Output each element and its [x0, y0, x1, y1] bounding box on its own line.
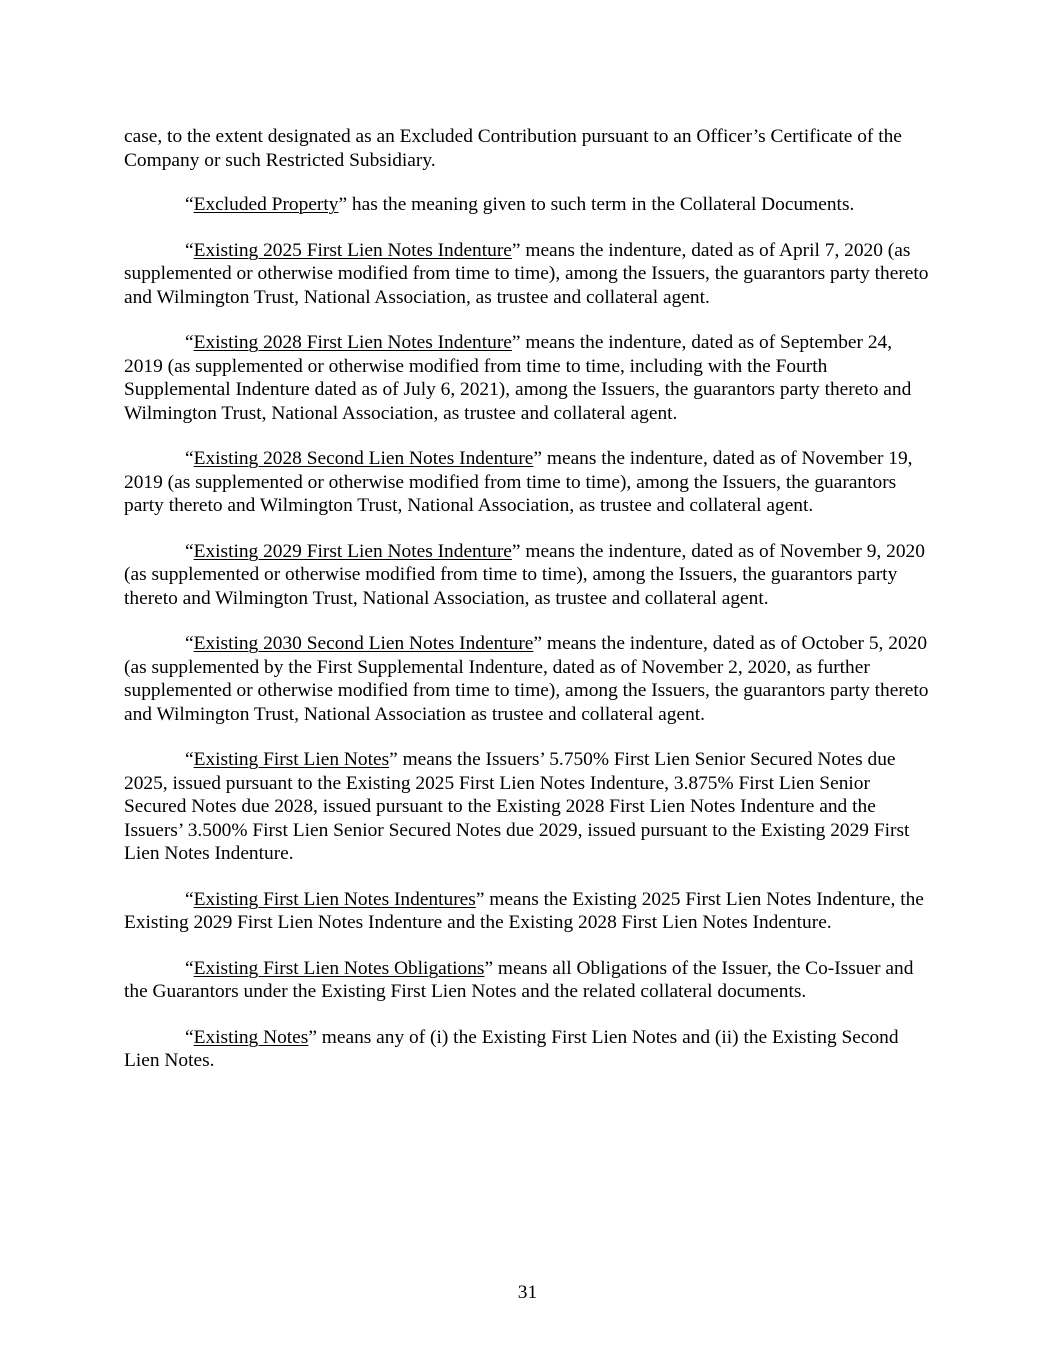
close-quote: ”: [511, 540, 521, 562]
open-quote: “: [185, 633, 194, 654]
close-quote: ”: [475, 888, 485, 910]
close-quote: ”: [533, 448, 543, 469]
defined-term: Existing First Lien Notes Obligations: [193, 957, 485, 979]
definition-text: means the indenture, dated as of November 9, 2020 (as supplemented or otherwise modified from time to time), among the Issuers, the guarantors party thereto and Wilmington Trust, National Association, as trustee and collateral agent.: [124, 540, 925, 609]
definition-text: means the Existing 2025 First Lien Notes Indenture, the Existing 2029 First Lien Notes Indenture and the Existing 2028 First Lien Notes Indenture.: [124, 888, 924, 933]
definition-existing-2029-first-lien-notes-indenture: [124, 540, 930, 611]
definition-excluded-property: [124, 193, 930, 217]
definition-text: means all Obligations of the Issuer, the Co-Issuer and the Guarantors under the Existing First Lien Notes and the related collateral documents.: [124, 957, 914, 1002]
close-quote: ”: [533, 633, 543, 654]
defined-term: Existing 2025 First Lien Notes Indenture: [193, 239, 512, 261]
continuation-paragraph: [124, 125, 930, 172]
defined-term: Existing First Lien Notes: [193, 749, 390, 770]
definition-existing-2028-first-lien-notes-indenture: [124, 331, 930, 425]
open-quote: “: [185, 957, 194, 979]
close-quote: ”: [389, 749, 398, 770]
definition-existing-2025-first-lien-notes-indenture: [124, 239, 930, 310]
open-quote: “: [185, 540, 194, 562]
open-quote: “: [185, 749, 194, 770]
paragraph-text: case, to the extent designated as an Excluded Contribution pursuant to an Officer’s Certificate of the Company or such Restricted Subsidiary.: [124, 126, 902, 171]
definition-text: means the indenture, dated as of September 24, 2019 (as supplemented or otherwise modified from time to time, including with the Fourth Supplemental Indenture dated as of July 6, 2021), among the Issuers, the guarantors party thereto and Wilmington Trust, National Association, as trustee and collateral agent.: [124, 332, 912, 424]
definition-text: has the meaning given to such term in the Collateral Documents.: [347, 194, 855, 215]
definition-text: means the indenture, dated as of October 5, 2020 (as supplemented by the First Supplemental Indenture, dated as of November 2, 2020, as further supplemented or otherwise modified from time to time), among the Issuers, the guarantors party thereto and Wilmington Trust, National Association as trustee and collateral agent.: [124, 633, 929, 725]
open-quote: “: [185, 1026, 194, 1048]
definition-existing-first-lien-notes: [124, 748, 930, 866]
open-quote: “: [185, 194, 194, 215]
definition-text: means the indenture, dated as of November 19, 2019 (as supplemented or otherwise modified from time to time), among the Issuers, the guarantors party thereto and Wilmington Trust, National Association, as trustee and collateral agent.: [124, 448, 913, 516]
definition-text: means any of (i) the Existing First Lien Notes and (ii) the Existing Second Lien Notes.: [124, 1026, 899, 1071]
defined-term: Existing Notes: [193, 1026, 309, 1048]
definition-existing-2030-second-lien-notes-indenture: [124, 632, 930, 726]
defined-term: Existing 2030 Second Lien Notes Indenture: [193, 633, 534, 654]
definition-existing-notes: [124, 1026, 930, 1073]
open-quote: “: [185, 448, 194, 469]
close-quote: ”: [511, 332, 521, 353]
defined-term: Existing First Lien Notes Indentures: [193, 888, 476, 910]
close-quote: ”: [484, 957, 494, 979]
definition-text: means the Issuers’ 5.750% First Lien Senior Secured Notes due 2025, issued pursuant to the Existing 2025 First Lien Notes Indenture, 3.875% First Lien Senior Secured Notes due 2028, issued pursuant to the Existing 2028 First Lien Notes Indenture and the Issuers’ 3.500% First Lien Senior Secured Notes due 2029, issued pursuant to the Existing 2029 First Lien Notes Indenture.: [124, 749, 910, 864]
close-quote: ”: [308, 1026, 317, 1048]
definition-existing-2028-second-lien-notes-indenture: [124, 447, 930, 518]
open-quote: “: [185, 239, 194, 261]
definition-text: means the indenture, dated as of April 7, 2020 (as supplemented or otherwise modified from time to time), among the Issuers, the guarantors party thereto and Wilmington Trust, National Association, as trustee and collateral agent.: [124, 239, 929, 308]
open-quote: “: [185, 888, 194, 910]
definition-existing-first-lien-notes-indentures: [124, 888, 930, 935]
open-quote: “: [185, 332, 194, 353]
document-body: [124, 125, 930, 1095]
defined-term: Excluded Property: [193, 194, 339, 215]
close-quote: ”: [511, 239, 521, 261]
page-number: 31: [517, 1282, 538, 1303]
defined-term: Existing 2028 First Lien Notes Indenture: [193, 332, 512, 353]
close-quote: ”: [338, 194, 348, 215]
defined-term: Existing 2028 Second Lien Notes Indenture: [193, 448, 534, 469]
definition-existing-first-lien-notes-obligations: [124, 957, 930, 1004]
defined-term: Existing 2029 First Lien Notes Indenture: [193, 540, 512, 562]
